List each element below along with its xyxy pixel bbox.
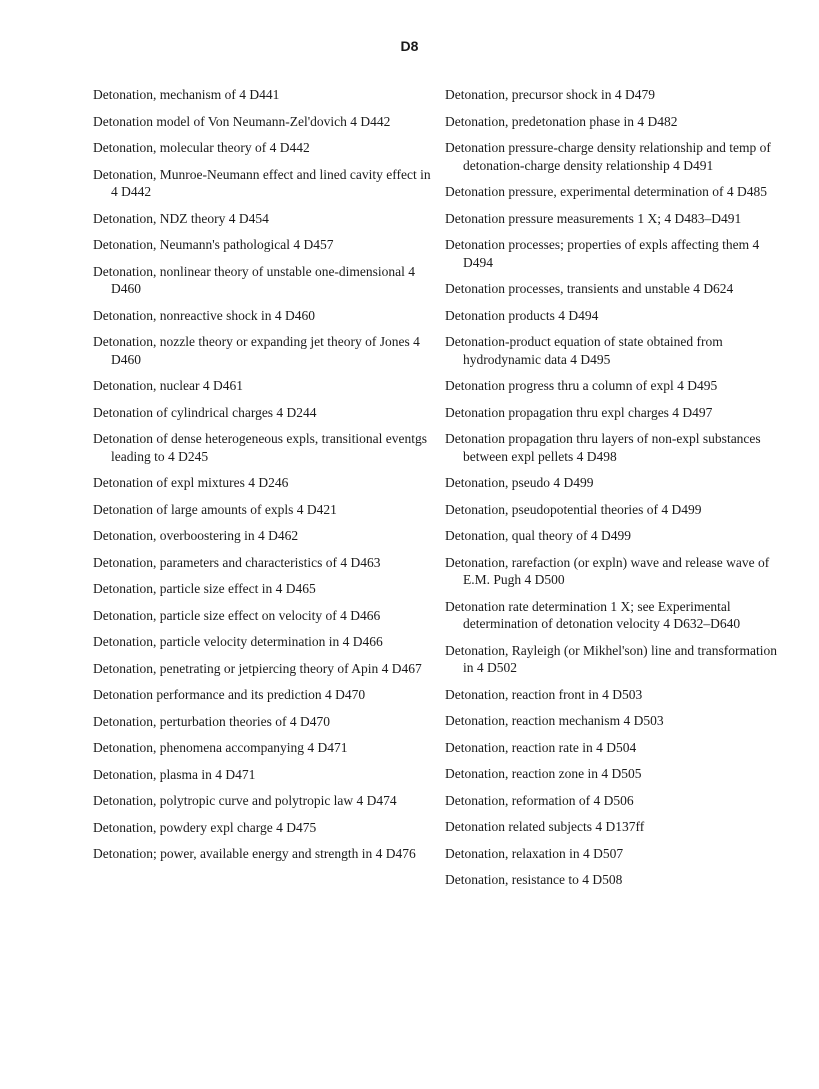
index-entry: Detonation of cylindrical charges 4 D244 [93, 404, 317, 420]
index-entry: Detonation, reaction rate in 4 D504 [445, 739, 637, 755]
index-entry: Detonation products 4 D494 [445, 307, 599, 323]
index-entry: Detonation, relaxation in 4 D507 [445, 845, 624, 861]
index-entry: Detonation of large amounts of expls 4 D421 [93, 501, 337, 517]
index-entry: Detonation pressure measurements 1 X; 4 D483–D491 [445, 210, 742, 226]
index-entry: Detonation processes, transients and unstable 4 D624 [445, 281, 734, 296]
index-entry: Detonation performance and its prediction 4 D470 [93, 687, 366, 702]
index-entry: Detonation pressure, experimental determination of 4 D485 [445, 184, 768, 199]
index-entry: Detonation, reaction front in 4 D503 [445, 686, 643, 702]
page-header: D8 [400, 38, 419, 54]
index-entry: Detonation related subjects 4 D137ff [445, 819, 645, 834]
index-entry: Detonation, resistance to 4 D508 [445, 872, 623, 887]
index-entry: Detonation, particle velocity determination in 4 D466 [93, 634, 383, 649]
index-entry: Detonation, powdery expl charge 4 D475 [93, 819, 317, 835]
index-entry: Detonation, predetonation phase in 4 D482 [445, 113, 678, 129]
index-entry: Detonation, rarefaction (or expln) wave and release wave of E.M. Pugh 4 D500 [445, 554, 770, 587]
index-entry: Detonation, precursor shock in 4 D479 [445, 87, 655, 102]
index-column-right [445, 86, 785, 898]
index-entry: Detonation, reaction zone in 4 D505 [445, 766, 642, 781]
index-entry: Detonation, plasma in 4 D471 [93, 766, 256, 782]
index-entry: Detonation, molecular theory of 4 D442 [93, 140, 310, 155]
index-entry: Detonation, reformation of 4 D506 [445, 792, 634, 808]
index-entry: Detonation, Neumann's pathological 4 D457 [93, 237, 334, 252]
index-entry: Detonation, phenomena accompanying 4 D471 [93, 740, 348, 755]
index-entry: Detonation propagation thru layers of non-expl substances between expl pellets 4 D498 [445, 431, 761, 464]
index-entry: Detonation, overboostering in 4 D462 [93, 528, 299, 543]
index-entry: Detonation, particle size effect on velocity of 4 D466 [93, 607, 381, 623]
index-entry: Detonation, nonreactive shock in 4 D460 [93, 307, 315, 323]
index-entry: Detonation, nonlinear theory of unstable one-dimensional 4 D460 [93, 263, 416, 296]
index-entry: Detonation, pseudopotential theories of 4 D499 [445, 501, 702, 517]
index-entry: Detonation, Munroe-Neumann effect and lined cavity effect in 4 D442 [93, 166, 431, 199]
index-entry: Detonation; power, available energy and strength in 4 D476 [93, 846, 416, 861]
index-entry: Detonation progress thru a column of expl 4 D495 [445, 378, 718, 393]
index-entry: Detonation of dense heterogeneous expls, transitional eventgs leading to 4 D245 [93, 431, 428, 464]
index-entry: Detonation, pseudo 4 D499 [445, 475, 594, 490]
index-entry: Detonation-product equation of state obtained from hydrodynamic data 4 D495 [445, 334, 723, 367]
index-entry: Detonation, qual theory of 4 D499 [445, 528, 631, 543]
index-entry: Detonation, nuclear 4 D461 [93, 378, 243, 393]
index-entry: Detonation, nozzle theory or expanding jet theory of Jones 4 D460 [93, 334, 420, 367]
index-entry: Detonation, penetrating or jetpiercing theory of Apin 4 D467 [93, 660, 422, 676]
index-entry: Detonation of expl mixtures 4 D246 [93, 475, 289, 490]
index-entry: Detonation propagation thru expl charges 4 D497 [445, 404, 713, 420]
index-entry: Detonation model of Von Neumann-Zel'dovich 4 D442 [93, 113, 391, 129]
index-entry: Detonation, particle size effect in 4 D465 [93, 581, 316, 596]
index-entry: Detonation, mechanism of 4 D441 [93, 87, 280, 102]
index-entry: Detonation pressure-charge density relationship and temp of detonation-charge density relationship 4 D491 [445, 140, 771, 173]
index-column-left [93, 86, 433, 872]
index-entry: Detonation rate determination 1 X; see Experimental determination of detonation velocity 4 D632–D640 [445, 598, 741, 631]
index-entry: Detonation, polytropic curve and polytropic law 4 D474 [93, 793, 397, 808]
index-entry: Detonation, perturbation theories of 4 D470 [93, 713, 330, 729]
index-entry: Detonation, NDZ theory 4 D454 [93, 210, 269, 226]
index-entry: Detonation, Rayleigh (or Mikhel'son) line and transformation in 4 D502 [445, 642, 777, 675]
index-entry: Detonation, parameters and characteristics of 4 D463 [93, 554, 381, 570]
index-entry: Detonation processes; properties of expls affecting them 4 D494 [445, 237, 760, 270]
index-entry: Detonation, reaction mechanism 4 D503 [445, 713, 664, 728]
